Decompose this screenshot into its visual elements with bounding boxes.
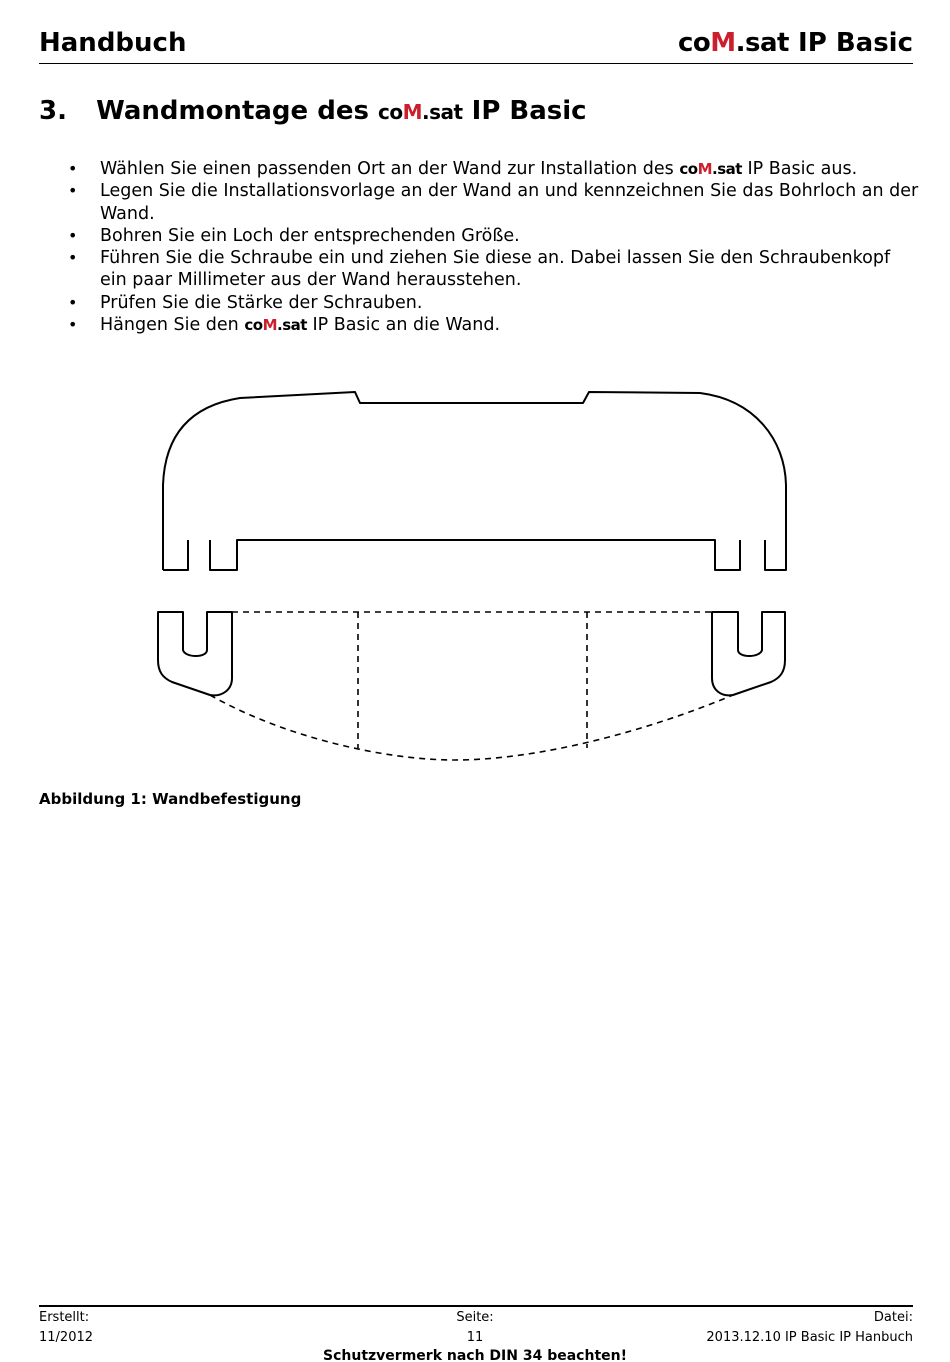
wall-mount-diagram: [140, 375, 820, 775]
instruction-list: [62, 158, 922, 336]
brand-logo: coM.sat: [244, 316, 307, 335]
template-dashed-outline: [210, 612, 733, 760]
mounting-hooks: [158, 612, 785, 695]
footer-page-value: 11: [466, 1330, 484, 1345]
figure-caption: Abbildung 1: Wandbefestigung: [39, 790, 302, 808]
footer-note: Schutzvermerk nach DIN 34 beachten!: [323, 1348, 627, 1362]
brand-logo: coM.sat: [679, 160, 742, 178]
footer-file-value: 2013.12.10 IP Basic IP Hanbuch: [706, 1330, 913, 1345]
footer-divider: [39, 1305, 913, 1307]
header-product-name: IP Basic: [798, 28, 913, 58]
brand-logo: coM.sat: [378, 100, 463, 124]
left-hook: [158, 612, 232, 695]
footer-created-value: 11/2012: [39, 1330, 94, 1345]
list-item: • Wählen Sie einen passenden Ort an der Wand zur Installation des coM.sat IP Basic aus.: [62, 158, 922, 180]
footer-page-label: Seite:: [456, 1310, 494, 1325]
header-product: [678, 28, 913, 58]
list-item: • Prüfen Sie die Stärke der Schrauben.: [62, 292, 922, 314]
list-item: • Führen Sie die Schraube ein und ziehen Sie diese an. Dabei lassen Sie den Schraubenkopf ein paar Millimeter aus der Wand herausstehen.: [62, 247, 922, 292]
brand-logo: coM.sat: [678, 28, 789, 58]
header-title: Handbuch: [39, 28, 187, 58]
list-item: • Legen Sie die Installationsvorlage an der Wand an und kennzeichnen Sie das Bohrloch an der Wand.: [62, 180, 922, 225]
housing-outline: [163, 392, 786, 570]
list-item: • Hängen Sie den coM.sat IP Basic an die Wand.: [62, 314, 922, 336]
section-title-prefix: Wandmontage des: [96, 96, 369, 126]
section-number: 3.: [39, 96, 67, 126]
footer-created-label: Erstellt:: [39, 1310, 90, 1325]
page-header: [39, 28, 913, 64]
right-hook: [712, 612, 785, 695]
section-heading: [39, 96, 587, 126]
list-item: • Bohren Sie ein Loch der entsprechenden Größe.: [62, 225, 922, 247]
footer-file-label: Datei:: [873, 1310, 913, 1325]
section-title-suffix: IP Basic: [471, 96, 587, 126]
